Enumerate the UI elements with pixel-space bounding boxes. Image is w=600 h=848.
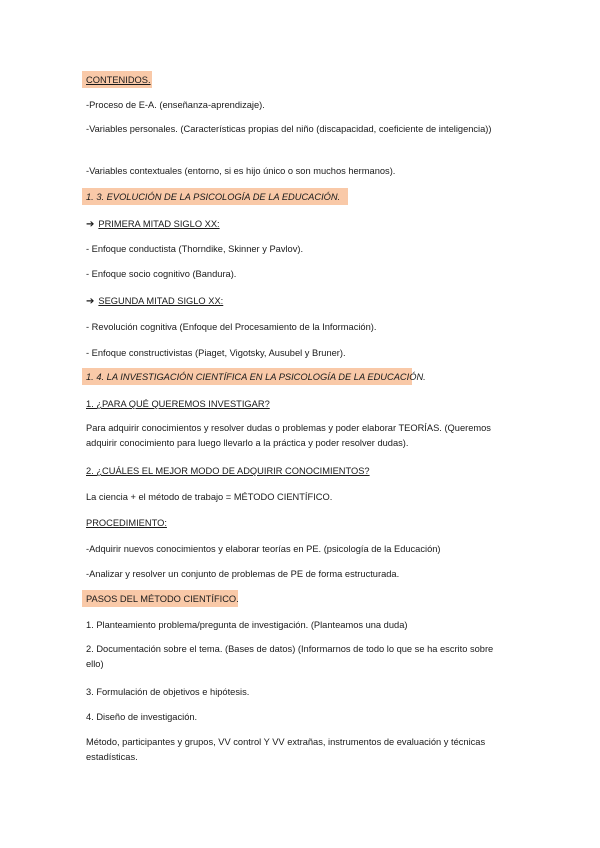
- paso-item: 1. Planteamiento problema/pregunta de investigación. (Planteamos una duda): [86, 620, 408, 630]
- first-half-heading: [86, 218, 220, 231]
- second-half-label: SEGUNDA MITAD SIGLO XX:: [98, 296, 224, 306]
- paso-item: 2. Documentación sobre el tema. (Bases de datos) (Informarnos de todo lo que se ha escrito sobre ello): [86, 644, 494, 669]
- list-item: - Enfoque constructivistas (Piaget, Vigotsky, Ausubel y Bruner).: [86, 348, 346, 358]
- list-item: - Enfoque conductista (Thorndike, Skinner y Pavlov).: [86, 244, 304, 254]
- answer-2: La ciencia + el método de trabajo = MÉTODO CIENTÍFICO.: [86, 492, 333, 502]
- arrow-right-icon: ➔: [86, 219, 95, 230]
- section-14-heading: 1. 4. LA INVESTIGACIÓN CIENTÍFICA EN LA PSICOLOGÍA DE LA EDUCACIÓN.: [86, 372, 426, 382]
- contenidos-item: -Variables contextuales (entorno, si es hijo único o son muchos hermanos).: [86, 166, 396, 176]
- procedimiento-item: -Adquirir nuevos conocimientos y elaborar teorías en PE. (psicología de la Educación): [86, 544, 441, 554]
- paso-item: 4. Diseño de investigación.: [86, 712, 198, 722]
- arrow-right-icon: ➔: [86, 296, 95, 307]
- list-item: - Enfoque socio cognitivo (Bandura).: [86, 269, 237, 279]
- second-half-heading: [86, 295, 223, 308]
- answer-1: Para adquirir conocimientos y resolver dudas o problemas y poder elaborar TEORÍAS. (Queremos adquirir conocimiento para luego llevarlo a la práctica y poder resolver dudas).: [86, 423, 491, 448]
- first-half-label: PRIMERA MITAD SIGLO XX:: [98, 219, 220, 229]
- list-item: - Revolución cognitiva (Enfoque del Procesamiento de la Información).: [86, 322, 377, 332]
- procedimiento-item: -Analizar y resolver un conjunto de problemas de PE de forma estructurada.: [86, 569, 400, 579]
- procedimiento-title: PROCEDIMIENTO:: [86, 518, 167, 528]
- question-2: 2. ¿CUÁLES EL MEJOR MODO DE ADQUIRIR CONOCIMIENTOS?: [86, 466, 370, 476]
- pasos-title: PASOS DEL MÉTODO CIENTÍFICO.: [86, 594, 239, 604]
- final-paragraph: Método, participantes y grupos, VV control Y VV extrañas, instrumentos de evaluación y técnicas estadísticas.: [86, 737, 486, 762]
- contenidos-item: -Variables personales. (Características propias del niño (discapacidad, coeficiente de inteligencia)): [86, 124, 492, 134]
- contenidos-title: CONTENIDOS.: [86, 75, 151, 85]
- question-1: 1. ¿PARA QUÉ QUEREMOS INVESTIGAR?: [86, 399, 270, 409]
- paso-item: 3. Formulación de objetivos e hipótesis.: [86, 687, 250, 697]
- contenidos-item: -Proceso de E-A. (enseñanza-aprendizaje).: [86, 100, 265, 110]
- section-13-heading: 1. 3. EVOLUCIÓN DE LA PSICOLOGÍA DE LA EDUCACIÓN.: [86, 192, 341, 202]
